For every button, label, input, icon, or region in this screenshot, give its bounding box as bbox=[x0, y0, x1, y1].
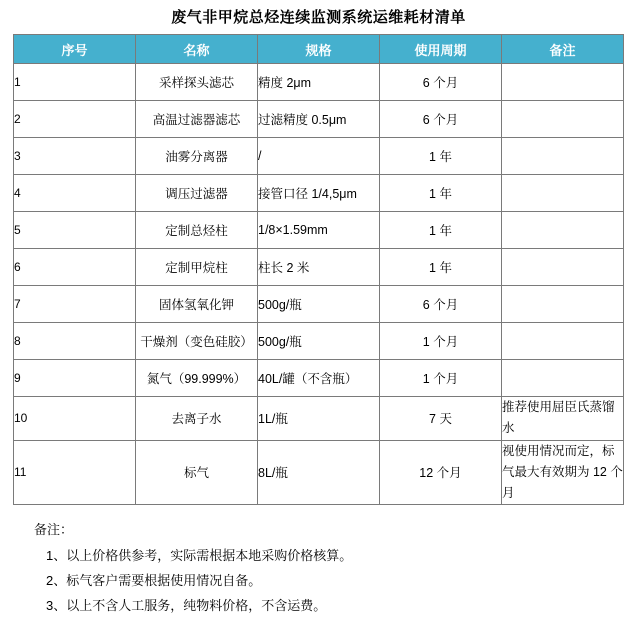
cell-cycle: 6 个月 bbox=[380, 64, 502, 101]
cell-index: 11 bbox=[14, 440, 136, 505]
cell-cycle: 6 个月 bbox=[380, 286, 502, 323]
cell-remark bbox=[502, 138, 624, 175]
table-row bbox=[14, 360, 624, 397]
table-row bbox=[14, 175, 624, 212]
cell-cycle: 6 个月 bbox=[380, 101, 502, 138]
notes-section bbox=[34, 517, 637, 618]
cell-name: 固体氢氧化钾 bbox=[136, 286, 258, 323]
cell-cycle: 1 个月 bbox=[380, 323, 502, 360]
note-item: 3、以上不含人工服务，纯物料价格，不含运费。 bbox=[46, 598, 327, 614]
table-row bbox=[14, 249, 624, 286]
cell-index: 5 bbox=[14, 212, 136, 249]
cell-name: 氮气（99.999%） bbox=[136, 360, 258, 397]
column-header-remark: 备注 bbox=[502, 35, 624, 64]
cell-name: 去离子水 bbox=[136, 397, 258, 441]
cell-index: 6 bbox=[14, 249, 136, 286]
column-header-index: 序号 bbox=[14, 35, 136, 64]
cell-index: 2 bbox=[14, 101, 136, 138]
cell-index: 7 bbox=[14, 286, 136, 323]
cell-name: 调压过滤器 bbox=[136, 175, 258, 212]
cell-name: 定制总烃柱 bbox=[136, 212, 258, 249]
table-body bbox=[14, 64, 624, 505]
cell-cycle: 1 年 bbox=[380, 212, 502, 249]
cell-remark bbox=[502, 212, 624, 249]
cell-index: 1 bbox=[14, 64, 136, 101]
cell-index: 10 bbox=[14, 397, 136, 441]
cell-remark bbox=[502, 323, 624, 360]
cell-name: 采样探头滤芯 bbox=[136, 64, 258, 101]
cell-spec: 精度 2μm bbox=[258, 64, 380, 101]
note-item: 1、以上价格供参考，实际需根据本地采购价格核算。 bbox=[46, 547, 353, 563]
cell-index: 4 bbox=[14, 175, 136, 212]
table-row bbox=[14, 64, 624, 101]
cell-name: 定制甲烷柱 bbox=[136, 249, 258, 286]
cell-index: 3 bbox=[14, 138, 136, 175]
table-row bbox=[14, 138, 624, 175]
cell-name: 标气 bbox=[136, 440, 258, 505]
cell-remark: 推荐使用屈臣氏蒸馏水 bbox=[502, 397, 624, 441]
cell-cycle: 1 个月 bbox=[380, 360, 502, 397]
table-row bbox=[14, 440, 624, 505]
cell-name: 干燥剂（变色硅胶） bbox=[136, 323, 258, 360]
cell-index: 9 bbox=[14, 360, 136, 397]
table-row bbox=[14, 101, 624, 138]
cell-name: 高温过滤器滤芯 bbox=[136, 101, 258, 138]
cell-spec: 1L/瓶 bbox=[258, 397, 380, 441]
cell-spec: 过滤精度 0.5μm bbox=[258, 101, 380, 138]
column-header-spec: 规格 bbox=[258, 35, 380, 64]
table-row bbox=[14, 323, 624, 360]
cell-cycle: 12 个月 bbox=[380, 440, 502, 505]
consumables-table bbox=[13, 34, 624, 505]
table-row bbox=[14, 286, 624, 323]
cell-spec: 接管口径 1/4,5μm bbox=[258, 175, 380, 212]
cell-spec: 500g/瓶 bbox=[258, 286, 380, 323]
notes-title: 备注： bbox=[34, 522, 74, 538]
cell-cycle: 1 年 bbox=[380, 138, 502, 175]
cell-remark: 视使用情况而定，标气最大有效期为 12 个月 bbox=[502, 440, 624, 505]
cell-remark bbox=[502, 286, 624, 323]
cell-remark bbox=[502, 175, 624, 212]
table-row bbox=[14, 397, 624, 441]
note-item: 2、标气客户需要根据使用情况自备。 bbox=[46, 572, 262, 588]
column-header-name: 名称 bbox=[136, 35, 258, 64]
cell-remark bbox=[502, 64, 624, 101]
cell-spec: 柱长 2 米 bbox=[258, 249, 380, 286]
page-title: 废气非甲烷总烃连续监测系统运维耗材清单 bbox=[171, 9, 466, 26]
cell-spec: 8L/瓶 bbox=[258, 440, 380, 505]
cell-cycle: 7 天 bbox=[380, 397, 502, 441]
cell-spec: 1/8×1.59mm bbox=[258, 212, 380, 249]
cell-spec: 40L/罐（不含瓶） bbox=[258, 360, 380, 397]
cell-cycle: 1 年 bbox=[380, 175, 502, 212]
cell-cycle: 1 年 bbox=[380, 249, 502, 286]
cell-name: 油雾分离器 bbox=[136, 138, 258, 175]
column-header-cycle: 使用周期 bbox=[380, 35, 502, 64]
table-row bbox=[14, 212, 624, 249]
cell-remark bbox=[502, 101, 624, 138]
cell-remark bbox=[502, 249, 624, 286]
table-header bbox=[14, 35, 624, 64]
cell-index: 8 bbox=[14, 323, 136, 360]
cell-spec: / bbox=[258, 138, 380, 175]
cell-remark bbox=[502, 360, 624, 397]
table-header-row bbox=[14, 35, 624, 64]
cell-spec: 500g/瓶 bbox=[258, 323, 380, 360]
